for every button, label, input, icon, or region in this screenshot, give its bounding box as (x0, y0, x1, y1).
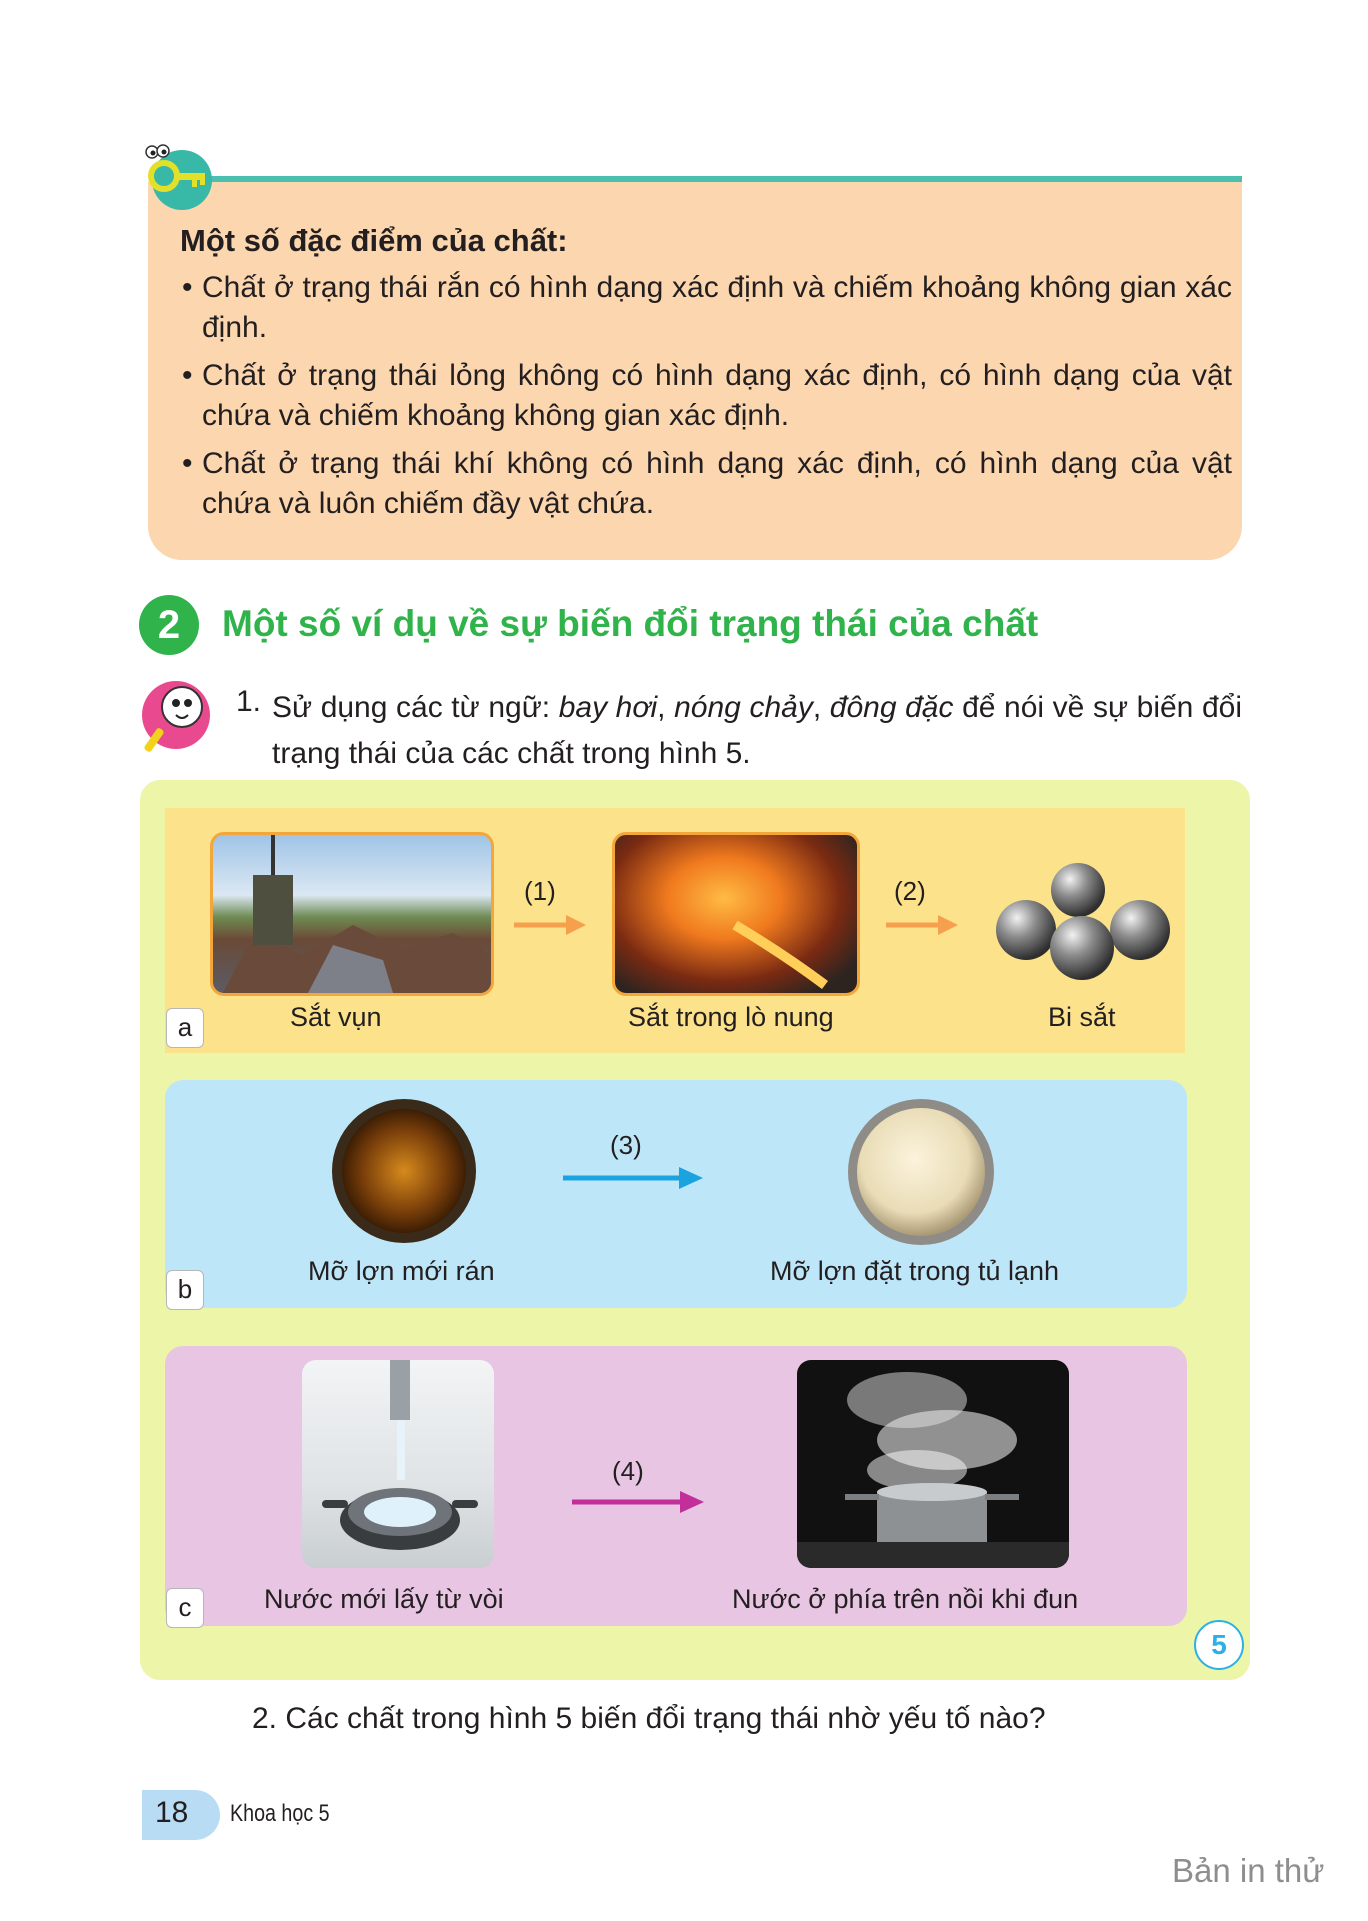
question-2: 2. Các chất trong hình 5 biến đổi trạng thái nhờ yếu tố nào? (252, 1702, 1046, 1735)
question-1-text-part: Sử dụng các từ ngữ: (272, 691, 559, 724)
arrow-1-label: (1) (524, 876, 556, 906)
key-box-item-text: Chất ở trạng thái rắn có hình dạng xác định và chiếm khoảng không gian xác định. (202, 271, 1232, 344)
bullet: • (182, 271, 193, 304)
panel-c-tag: c (166, 1588, 204, 1628)
key-box-item (182, 268, 1232, 348)
term-nong-chay: nóng chảy (674, 691, 813, 724)
caption-scrap-iron: Sắt vụn (290, 1002, 382, 1032)
arrow-4-label: (4) (612, 1456, 644, 1486)
separator: , (657, 691, 675, 724)
caption-tap-water: Nước mới lấy từ vòi (264, 1584, 504, 1614)
hot-lard-bowl-image (330, 1097, 478, 1245)
furnace-iron-photo (612, 832, 860, 996)
key-icon (138, 140, 214, 216)
caption-boiling-water: Nước ở phía trên nồi khi đun (732, 1584, 1079, 1614)
caption-iron-balls: Bi sắt (1048, 1002, 1116, 1032)
book-title: Khoa học 5 (230, 1800, 330, 1827)
arrow-3-icon (563, 1163, 703, 1193)
boiling-pot-photo (797, 1360, 1069, 1568)
separator: , (812, 691, 830, 724)
figure-number: 5 (1194, 1620, 1244, 1670)
key-box-item (182, 444, 1232, 524)
term-dong-dac: đông đặc (829, 691, 954, 724)
term-bay-hoi: bay hơi (558, 691, 658, 724)
question-1-text (272, 685, 1242, 777)
iron-balls-image (988, 860, 1178, 990)
question-1-text-part: để nói về sự biến đổi trạng thái của các chất trong hình 5. (272, 691, 1242, 770)
key-box-item (182, 356, 1232, 436)
page-number: 18 (155, 1796, 189, 1829)
bullet: • (182, 359, 193, 392)
key-box-item-text: Chất ở trạng thái khí không có hình dạng xác định, có hình dạng của vật chứa và luôn chiếm đầy vật chứa. (202, 447, 1232, 520)
arrow-2-icon (886, 910, 958, 940)
magnifier-icon (136, 675, 222, 761)
key-box-title: Một số đặc điểm của chất: (180, 223, 568, 258)
section-number: 2 (139, 595, 199, 655)
bullet: • (182, 447, 193, 480)
proof-label: Bản in thử (1172, 1852, 1325, 1889)
question-1-number: 1. (236, 685, 262, 718)
section-title: Một số ví dụ về sự biến đổi trạng thái của chất (222, 603, 1039, 644)
caption-hot-lard: Mỡ lợn mới rán (308, 1256, 495, 1286)
arrow-3-label: (3) (610, 1130, 642, 1160)
caption-furnace-iron: Sắt trong lò nung (628, 1002, 834, 1032)
caption-cold-lard: Mỡ lợn đặt trong tủ lạnh (770, 1256, 1060, 1286)
arrow-2-label: (2) (894, 876, 926, 906)
panel-a-tag: a (166, 1008, 204, 1048)
arrow-4-icon (572, 1487, 704, 1517)
key-box-item-text: Chất ở trạng thái lỏng không có hình dạng xác định, có hình dạng của vật chứa và chiếm khoảng không gian xác định. (202, 359, 1232, 432)
scrap-iron-photo (210, 832, 494, 996)
arrow-1-icon (514, 910, 586, 940)
tap-water-pot-photo (302, 1360, 494, 1568)
cold-lard-bowl-image (846, 1097, 996, 1247)
panel-b-tag: b (166, 1270, 204, 1310)
